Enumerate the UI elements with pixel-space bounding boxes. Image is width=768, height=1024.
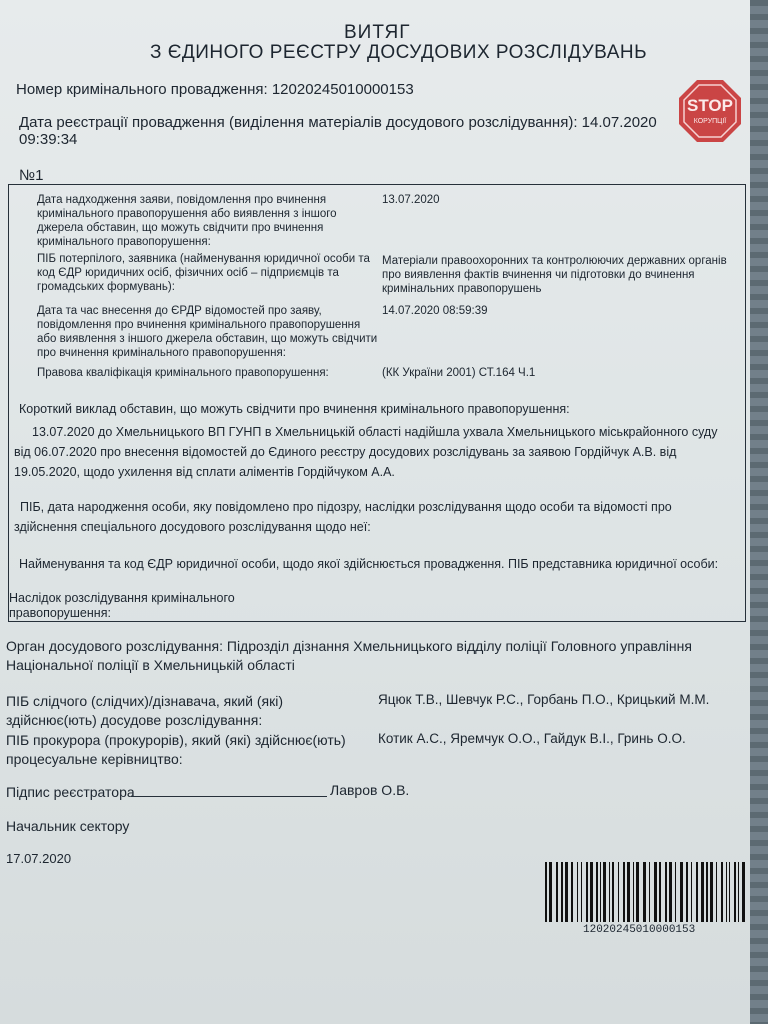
- document-date: 17.07.2020: [6, 851, 72, 866]
- section-number: №1: [19, 167, 44, 184]
- barcode-bar: [742, 862, 745, 922]
- barcode-bar: [643, 862, 646, 922]
- barcode-bar: [649, 862, 650, 922]
- barcode-bar: [633, 862, 634, 922]
- suspect-heading: ПІБ, дата народження особи, яку повідомлено про підозру, наслідки розслідування щодо особи та відомості про здійснення спеціального досудового розслідування щодо неї:: [14, 500, 672, 534]
- barcode-bar: [565, 862, 568, 922]
- stop-corruption-stamp: [677, 78, 743, 144]
- barcode-bar: [603, 862, 606, 922]
- barcode-bar: [706, 862, 708, 922]
- investigators-label: ПІБ слідчого (слідчих)/дізнавача, який (які) здійснює(ють) досудове розслідування:: [6, 693, 284, 728]
- registration-date: Дата реєстрації провадження (виділення матеріалів досудового розслідування): 14.07.2020: [19, 114, 657, 131]
- barcode-bar: [701, 862, 704, 922]
- investigation-authority: Орган досудового розслідування: Підрозділ дізнання Хмельницького відділу поліції Головного управління Національної поліції в Хмельницькій області: [6, 638, 692, 673]
- svg-text:STOP: STOP: [687, 96, 733, 115]
- barcode-bar: [609, 862, 610, 922]
- barcode-bar: [654, 862, 657, 922]
- barcode-number: 12020245010000153: [583, 924, 696, 936]
- barcode-bar: [627, 862, 630, 922]
- barcode-bar: [675, 862, 676, 922]
- barcode-bar: [581, 862, 582, 922]
- legal-entity-heading: Найменування та код ЄДР юридичної особи, щодо якої здійснюється провадження. ПІБ представника юридичної особи:: [19, 557, 719, 571]
- barcode-bar: [669, 862, 672, 922]
- barcode-bar: [618, 862, 619, 922]
- barcode-bar: [623, 862, 625, 922]
- barcode-bar: [659, 862, 661, 922]
- signature-line: [131, 796, 327, 797]
- barcode-bar: [549, 862, 552, 922]
- row-label-qualification: Правова кваліфікація кримінального правопорушення:: [37, 367, 329, 379]
- case-number: Номер кримінального провадження: 12020245010000153: [16, 81, 414, 98]
- document-subtitle: З ЄДИНОГО РЕЄСТРУ ДОСУДОВИХ РОЗСЛІДУВАНЬ: [150, 42, 648, 63]
- barcode-bar: [596, 862, 598, 922]
- barcode-bar: [636, 862, 639, 922]
- background-edge: [750, 0, 768, 1024]
- row-label-application-date: Дата надходження заяви, повідомлення про вчинення кримінального правопорушення або виявлення з іншого джерела обставин, що можуть свідчити про вчинення кримінального правопорушення:: [37, 194, 337, 248]
- row-value-application-date: 13.07.2020: [382, 194, 440, 206]
- signature-label: Підпис реєстратора: [6, 784, 135, 800]
- prosecutors-label: ПІБ прокурора (прокурорів), який (які) здійснює(ють) процесуальне керівництво:: [6, 732, 346, 767]
- barcode-bar: [577, 862, 578, 922]
- registrar-name: Лавров О.В.: [330, 782, 410, 798]
- row-value-entry-datetime: 14.07.2020 08:59:39: [382, 305, 488, 317]
- barcode-bar: [696, 862, 698, 922]
- barcode-bar: [729, 862, 730, 922]
- row-value-qualification: (КК України 2001) СТ.164 Ч.1: [382, 367, 536, 379]
- prosecutors-value: Котик А.С., Яремчук О.О., Гайдук В.І., Гринь О.О.: [378, 731, 686, 746]
- registration-time: 09:39:34: [19, 131, 78, 148]
- svg-text:КОРУПЦІЇ: КОРУПЦІЇ: [693, 118, 727, 125]
- summary-heading: Короткий виклад обставин, що можуть свідчити про вчинення кримінального правопорушення:: [19, 402, 570, 416]
- barcode-bar: [556, 862, 558, 922]
- barcode-bar: [600, 862, 601, 922]
- barcode: [543, 862, 746, 924]
- summary-text: 13.07.2020 до Хмельницького ВП ГУНП в Хмельницькій області надійшла ухвала Хмельницького міськрайонного суду від 06.07.2020 про внесення відомостей до Єдиного реєстру досудових розслідувань за заявою Гордійчук А.В. від 19.05.2020, щодо ухилення від сплати аліментів Гордійчуком А.А.: [14, 425, 718, 479]
- barcode-bar: [545, 862, 547, 922]
- row-label-victim: ПІБ потерпілого, заявника (найменування юридичної особи та код ЄДР юридичних осіб, фізичних осіб – підприємців та громадських формувань):: [37, 253, 370, 293]
- barcode-bar: [710, 862, 713, 922]
- barcode-bar: [561, 862, 563, 922]
- document-title: ВИТЯГ: [344, 22, 411, 43]
- barcode-bar: [686, 862, 688, 922]
- barcode-bar: [586, 862, 588, 922]
- barcode-bar: [612, 862, 614, 922]
- row-label-entry-datetime: Дата та час внесення до ЄРДР відомостей про заяву, повідомлення про вчинення кримінального правопорушення або виявлення з іншого джерела обставин, що можуть свідчити про вчинення кримінального правопорушення:: [37, 305, 378, 359]
- barcode-bar: [726, 862, 727, 922]
- barcode-bar: [734, 862, 736, 922]
- barcode-bar: [738, 862, 739, 922]
- barcode-bar: [721, 862, 723, 922]
- chief-label: Начальник сектору: [6, 818, 130, 834]
- barcode-bar: [665, 862, 667, 922]
- barcode-bar: [590, 862, 593, 922]
- barcode-bar: [571, 862, 573, 922]
- barcode-bar: [691, 862, 692, 922]
- investigators-value: Яцюк Т.В., Шевчук Р.С., Горбань П.О., Крицький М.М.: [378, 692, 710, 707]
- barcode-bar: [680, 862, 683, 922]
- row-value-victim: Матеріали правоохоронних та контролюючих державних органів про виявлення фактів вчинення чи підготовки до вчинення кримінальних правопорушень: [382, 255, 727, 295]
- barcode-bar: [716, 862, 717, 922]
- consequence-label: Наслідок розслідування кримінального правопорушення:: [9, 591, 235, 620]
